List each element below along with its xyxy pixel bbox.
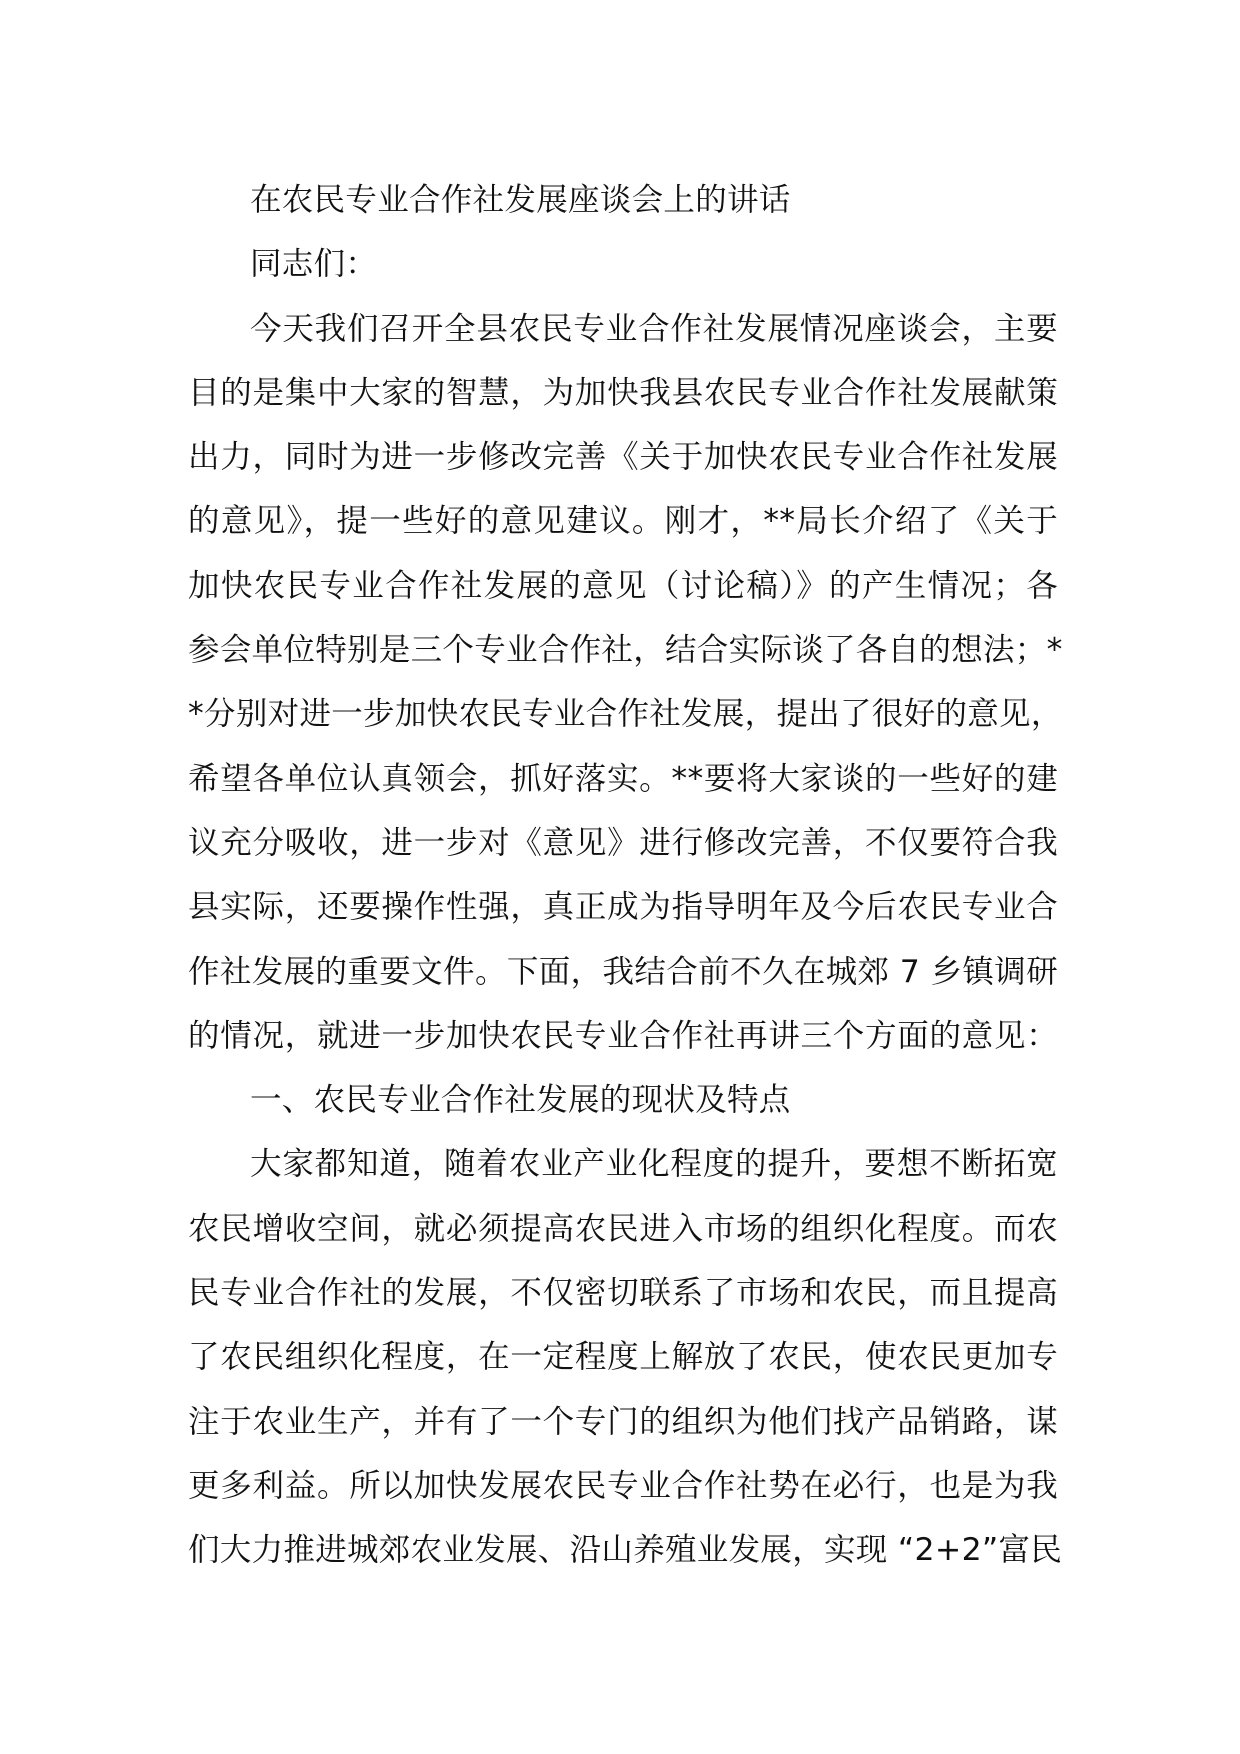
paragraph-line: 出力，同时为进一步修改完善《关于加快农民专业合作社发展	[188, 439, 1058, 476]
document-body	[188, 168, 1063, 1583]
section-heading: 一、农民专业合作社发展的现状及特点	[250, 1082, 791, 1119]
paragraph-line: 们大力推进城郊农业发展、沿山养殖业发展，实现 “2+2”富民	[188, 1532, 1063, 1569]
paragraph-section-one	[188, 1132, 1063, 1582]
paragraph-line: 希望各单位认真领会，抓好落实。**要将大家谈的一些好的建	[188, 760, 1058, 797]
paragraph-line: 的意见》，提一些好的意见建议。刚才，**局长介绍了《关于	[188, 503, 1058, 540]
paragraph-line: 大家都知道，随着农业产业化程度的提升，要想不断拓宽	[250, 1146, 1058, 1183]
paragraph-line: 加快农民专业合作社发展的意见（讨论稿）》的产生情况；各	[188, 567, 1058, 604]
paragraph-line: 民专业合作社的发展，不仅密切联系了市场和农民，而且提高	[188, 1275, 1058, 1312]
paragraph-line: 注于农业生产，并有了一个专门的组织为他们找产品销路，谋	[188, 1403, 1058, 1440]
salutation: 同志们：	[250, 246, 378, 283]
paragraph-line: 县实际，还要操作性强，真正成为指导明年及今后农民专业合	[188, 889, 1058, 926]
paragraph-line: 议充分吸收，进一步对《意见》进行修改完善，不仅要符合我	[188, 824, 1058, 861]
paragraph-line: 农民增收空间，就必须提高农民进入市场的组织化程度。而农	[188, 1210, 1058, 1247]
paragraph-line: 作社发展的重要文件。下面，我结合前不久在城郊 7 乡镇调研	[188, 953, 1058, 990]
paragraph-line: 参会单位特别是三个专业合作社，结合实际谈了各自的想法；*	[188, 632, 1063, 669]
paragraph-opening	[188, 297, 1063, 1069]
paragraph-line: 了农民组织化程度，在一定程度上解放了农民，使农民更加专	[188, 1339, 1058, 1376]
speech-title: 在农民专业合作社发展座谈会上的讲话	[250, 182, 791, 218]
paragraph-line: 的情况，就进一步加快农民专业合作社再讲三个方面的意见：	[188, 1017, 1058, 1054]
paragraph-line: 更多利益。所以加快发展农民专业合作社势在必行，也是为我	[188, 1467, 1058, 1504]
paragraph-line: 今天我们召开全县农民专业合作社发展情况座谈会，主要	[250, 310, 1058, 347]
paragraph-line: *分别对进一步加快农民专业合作社发展，提出了很好的意见，	[188, 696, 1063, 733]
paragraph-line: 目的是集中大家的智慧，为加快我县农民专业合作社发展献策	[188, 374, 1058, 411]
